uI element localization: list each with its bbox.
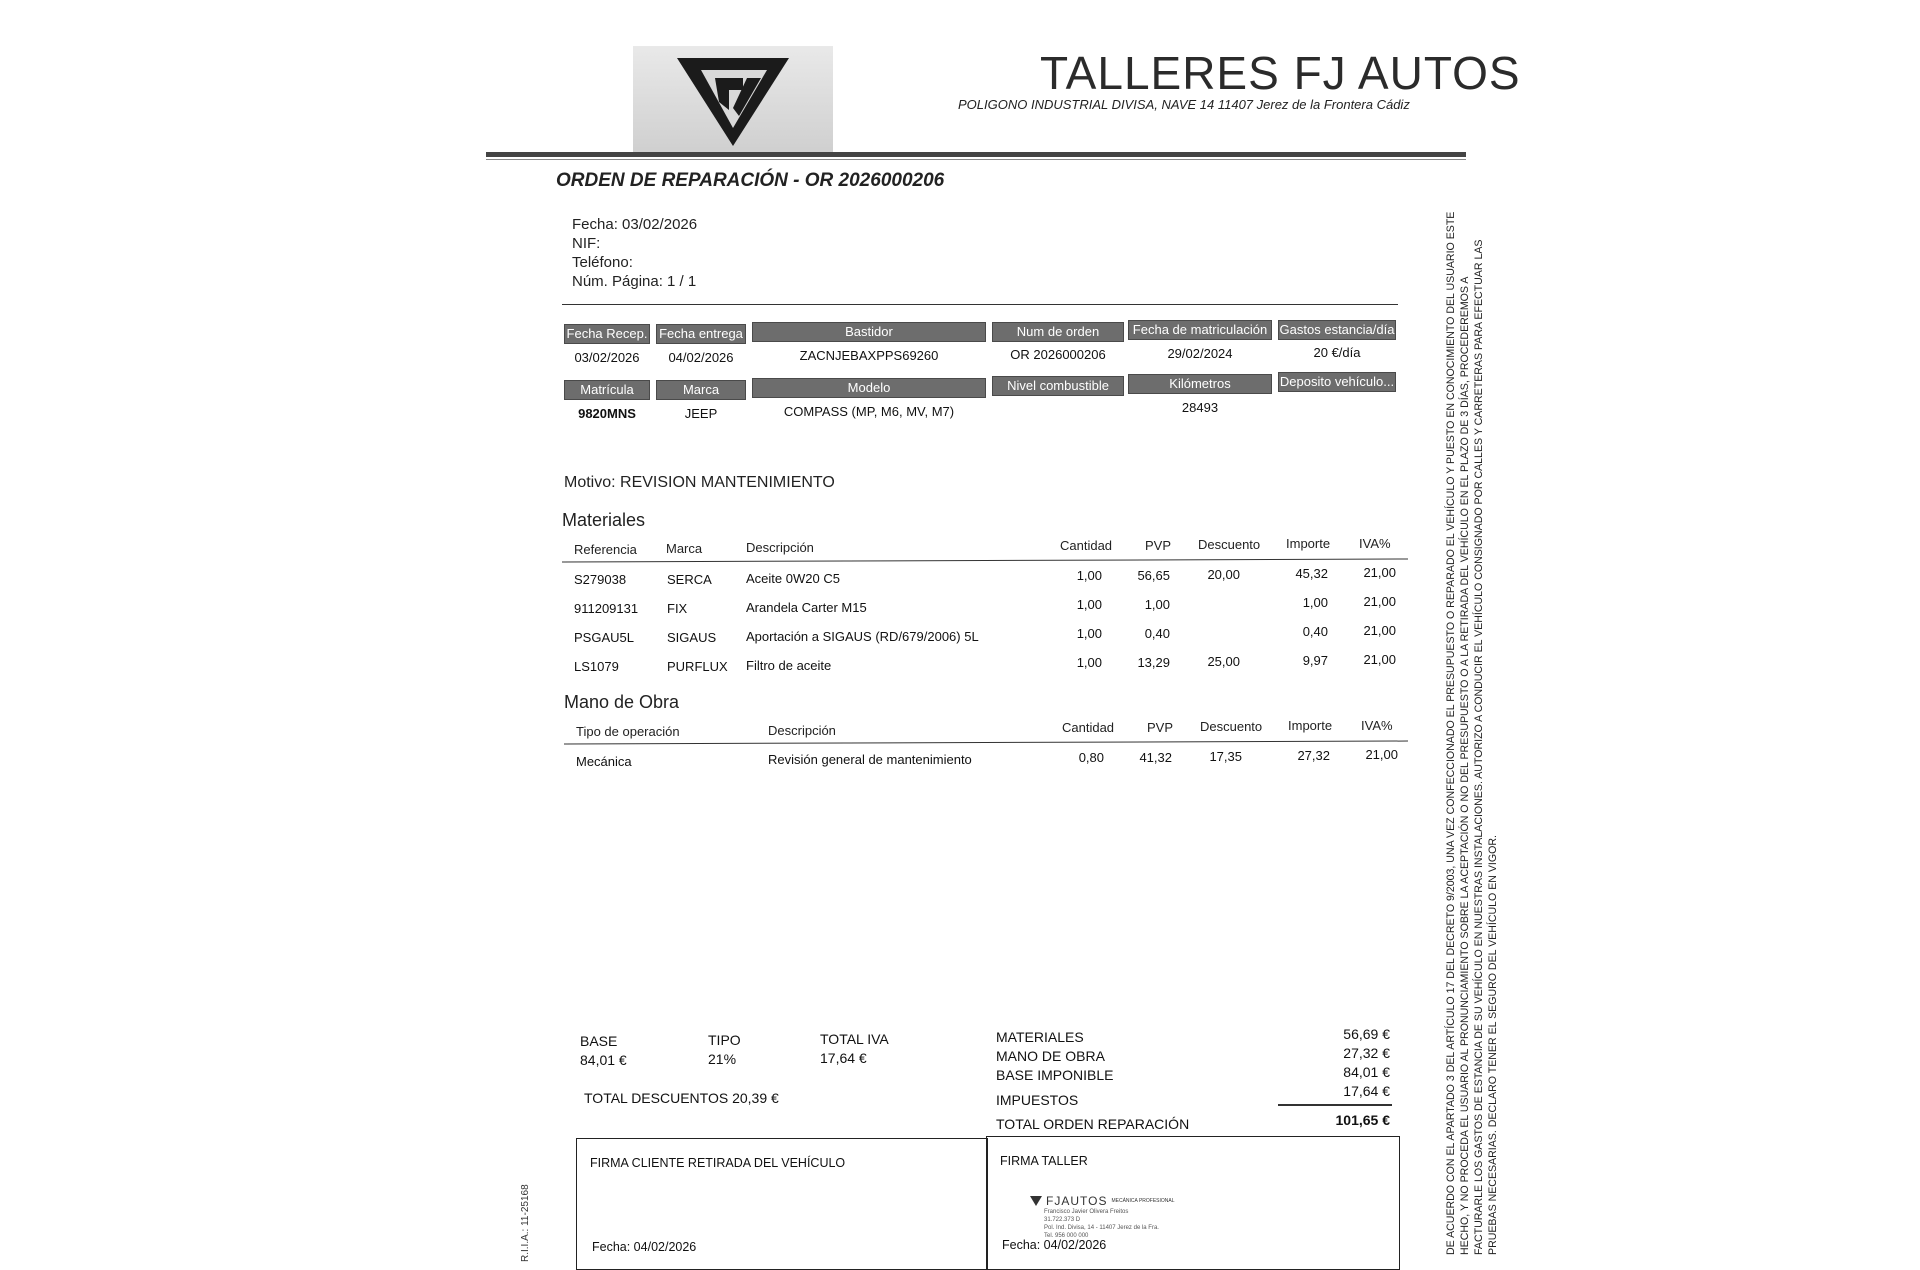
- cell-cantidad: 1,00: [1076, 626, 1102, 641]
- header-matricula: Matrícula: [564, 380, 650, 400]
- header-rule: [486, 152, 1466, 157]
- mat-header-descuento: Descuento: [1198, 537, 1261, 552]
- summary-materiales-label: MATERIALES: [996, 1029, 1084, 1045]
- order-phone: Teléfono:: [572, 254, 633, 271]
- value-marca: JEEP: [684, 406, 718, 421]
- shop-signature-date: Fecha: 04/02/2026: [1002, 1238, 1107, 1252]
- header-marca: Marca: [656, 380, 746, 400]
- fj-logo-icon: [673, 50, 793, 150]
- header-fecha-matriculacion: Fecha de matriculación: [1128, 320, 1272, 340]
- header-deposito-vehiculo: Deposito vehículo...: [1278, 372, 1396, 392]
- stamp-tag: MECÁNICA PROFESIONAL: [1111, 1198, 1175, 1204]
- cell-cantidad: 1,00: [1076, 568, 1102, 583]
- header-bastidor: Bastidor: [752, 322, 986, 342]
- total-orden-label: TOTAL ORDEN REPARACIÓN: [996, 1116, 1190, 1132]
- cell-descripcion: Filtro de aceite: [746, 658, 832, 673]
- cell-referencia: 911209131: [574, 601, 639, 616]
- mat-header-importe: Importe: [1286, 536, 1331, 551]
- mat-header-pvp: PVP: [1145, 538, 1172, 553]
- divider: [562, 304, 1398, 305]
- header-fecha-entrega: Fecha entrega: [656, 324, 746, 344]
- cell-iva: 21,00: [1363, 565, 1396, 580]
- total-descuentos: TOTAL DESCUENTOS 20,39 €: [584, 1090, 779, 1106]
- cell-pvp: 41,32: [1139, 750, 1172, 765]
- header-fecha-recep: Fecha Recep.: [564, 324, 650, 344]
- cell-marca: SIGAUS: [667, 630, 717, 645]
- value-fecha-matriculacion: 29/02/2024: [1167, 346, 1233, 361]
- cell-pvp: 1,00: [1144, 597, 1170, 612]
- cell-descuento: 17,35: [1209, 749, 1242, 764]
- header-rule-thin: [486, 159, 1466, 160]
- cell-marca: PURFLUX: [667, 659, 728, 674]
- registry-number: R.I.I.A.: 11-25168: [520, 1184, 531, 1262]
- header-gastos-estancia: Gastos estancia/día: [1278, 320, 1396, 340]
- cell-iva: 21,00: [1363, 623, 1396, 638]
- base-label: BASE: [580, 1033, 618, 1049]
- stamp-line: Pol. Ind. Divisa, 14 - 11407 Jerez de la Fra.: [1044, 1225, 1159, 1231]
- tipo-label: TIPO: [708, 1032, 741, 1048]
- cell-importe: 0,40: [1302, 624, 1328, 639]
- summary-base-imponible-value: 84,01 €: [1343, 1064, 1390, 1080]
- company-name: TALLERES FJ AUTOS: [1040, 47, 1521, 99]
- mat-header-descripcion: Descripción: [746, 540, 814, 555]
- cell-descripcion: Aceite 0W20 C5: [746, 571, 840, 586]
- cell-importe: 1,00: [1302, 595, 1328, 610]
- header-nivel-combustible: Nivel combustible: [992, 376, 1124, 396]
- stamp-line: Tel. 956 000 000: [1044, 1233, 1089, 1239]
- total-iva-value: 17,64 €: [820, 1050, 867, 1066]
- stamp-line: 31.722.373 D: [1044, 1217, 1081, 1223]
- cell-importe: 45,32: [1295, 566, 1328, 581]
- cell-marca: SERCA: [667, 572, 712, 587]
- cell-iva: 21,00: [1363, 594, 1396, 609]
- order-date: Fecha: 03/02/2026: [572, 216, 698, 233]
- value-kilometros: 28493: [1181, 400, 1219, 415]
- total-rule: [1278, 1104, 1392, 1106]
- value-num-orden: OR 2026000206: [1010, 347, 1106, 362]
- shop-signature-label: FIRMA TALLER: [1000, 1154, 1088, 1168]
- mo-header-cantidad: Cantidad: [1062, 720, 1115, 735]
- mo-header-importe: Importe: [1288, 718, 1333, 733]
- header-kilometros: Kilómetros: [1128, 374, 1272, 394]
- cell-descripcion: Revisión general de mantenimiento: [768, 752, 972, 767]
- tipo-value: 21%: [708, 1051, 737, 1067]
- cell-descuento: 20,00: [1207, 567, 1240, 582]
- cell-cantidad: 0,80: [1078, 750, 1104, 765]
- company-stamp: [1030, 1194, 1180, 1240]
- value-gastos-estancia: 20 €/día: [1313, 345, 1361, 360]
- cell-iva: 21,00: [1363, 652, 1396, 667]
- header-modelo: Modelo: [752, 378, 986, 398]
- cell-descripcion: Aportación a SIGAUS (RD/679/2006) 5L: [746, 629, 979, 644]
- value-modelo: COMPASS (MP, M6, MV, M7): [783, 404, 955, 419]
- materiales-header-rule: [562, 559, 1408, 563]
- mat-header-marca: Marca: [666, 541, 703, 556]
- summary-mano-obra-value: 27,32 €: [1343, 1045, 1390, 1061]
- header-num-orden: Num de orden: [992, 322, 1124, 342]
- cell-referencia: S279038: [574, 572, 627, 587]
- mano-obra-title: Mano de Obra: [564, 692, 680, 712]
- mo-header-tipo: Tipo de operación: [576, 724, 680, 739]
- value-fecha-recep: 03/02/2026: [574, 350, 640, 365]
- mat-header-iva: IVA%: [1359, 536, 1391, 551]
- value-fecha-entrega: 04/02/2026: [668, 350, 734, 365]
- cell-pvp: 56,65: [1137, 568, 1170, 583]
- cell-cantidad: 1,00: [1076, 655, 1102, 670]
- mat-header-referencia: Referencia: [574, 542, 637, 557]
- cell-descuento: 25,00: [1207, 654, 1240, 669]
- summary-impuestos-value: 17,64 €: [1343, 1083, 1390, 1099]
- cell-referencia: PSGAU5L: [574, 630, 634, 645]
- stamp-logo-icon: [1030, 1196, 1042, 1206]
- cell-referencia: LS1079: [574, 659, 619, 674]
- motivo: Motivo: REVISION MANTENIMIENTO: [564, 474, 835, 491]
- mo-header-descuento: Descuento: [1200, 719, 1263, 734]
- cell-cantidad: 1,00: [1076, 597, 1102, 612]
- order-nif: NIF:: [572, 235, 601, 252]
- cell-marca: FIX: [667, 601, 688, 616]
- cell-descripcion: Arandela Carter M15: [746, 600, 867, 615]
- value-bastidor: ZACNJEBAXPPS69260: [799, 348, 939, 363]
- materiales-title: Materiales: [562, 510, 646, 530]
- total-orden-value: 101,65 €: [1335, 1112, 1390, 1128]
- mo-header-pvp: PVP: [1147, 720, 1174, 735]
- client-signature-label: FIRMA CLIENTE RETIRADA DEL VEHÍCULO: [590, 1156, 846, 1170]
- value-matricula: 9820MNS: [578, 406, 636, 421]
- mat-header-cantidad: Cantidad: [1060, 538, 1113, 553]
- legal-side-note: DE ACUERDO CON EL APARTADO 3 DEL ARTÍCULO 17 DEL DECRETO 9/2003, UNA VEZ CONFECCIONADO EL PRESUPUESTO O REPARADO EL VEHÍCULO Y PUESTO EN CONOCIMIENTO DEL USUARIO ESTE HECHO, Y NO PROCEDA EL USUARIO AL PRONUNCIAMIENTO SOBRE LA ACEPTACIÓN O NO DEL PRESUPUESTO O A LA RETIRADA DEL VEHÍCULO EN EL PLAZO DE 3 DÍAS, PROCEDEREMOS A FACTURARLE LOS GASTOS DE ESTANCIA DE SU VEHÍCULO EN NUESTRAS INSTALACIONES. AUTORIZO A CONDUCIR EL VEHÍCULO CONSIGNADO POR CALLES Y CARRETERAS PARA EFECTUAR LAS PRUEBAS NECESARIAS. DECLARO TENER EL SEGURO DEL VEHÍCULO EN VIGOR.: [1445, 211, 1499, 1255]
- cell-importe: 9,97: [1302, 653, 1328, 668]
- mo-header-descripcion: Descripción: [768, 723, 836, 738]
- cell-pvp: 13,29: [1137, 655, 1170, 670]
- stamp-line: Francisco Javier Olivera Freitos: [1044, 1209, 1129, 1215]
- total-iva-label: TOTAL IVA: [820, 1031, 889, 1047]
- client-signature-date: Fecha: 04/02/2026: [592, 1240, 697, 1254]
- cell-pvp: 0,40: [1144, 626, 1170, 641]
- cell-importe: 27,32: [1297, 748, 1330, 763]
- summary-base-imponible-label: BASE IMPONIBLE: [996, 1067, 1114, 1083]
- stamp-name: FJAUTOS: [1046, 1194, 1108, 1208]
- company-logo: [633, 46, 833, 154]
- base-value: 84,01 €: [580, 1052, 627, 1068]
- order-page: Núm. Página: 1 / 1: [572, 273, 697, 290]
- company-address: POLIGONO INDUSTRIAL DIVISA, NAVE 14 11407 Jerez de la Frontera Cádiz: [958, 97, 1410, 112]
- mano-obra-header-rule: [564, 741, 1408, 745]
- summary-mano-obra-label: MANO DE OBRA: [996, 1048, 1105, 1064]
- order-title: ORDEN DE REPARACIÓN - OR 2026000206: [556, 170, 945, 191]
- mo-header-iva: IVA%: [1361, 718, 1393, 733]
- summary-impuestos-label: IMPUESTOS: [996, 1092, 1079, 1108]
- cell-tipo-operacion: Mecánica: [576, 754, 632, 769]
- cell-iva: 21,00: [1365, 747, 1398, 762]
- summary-materiales-value: 56,69 €: [1343, 1026, 1390, 1042]
